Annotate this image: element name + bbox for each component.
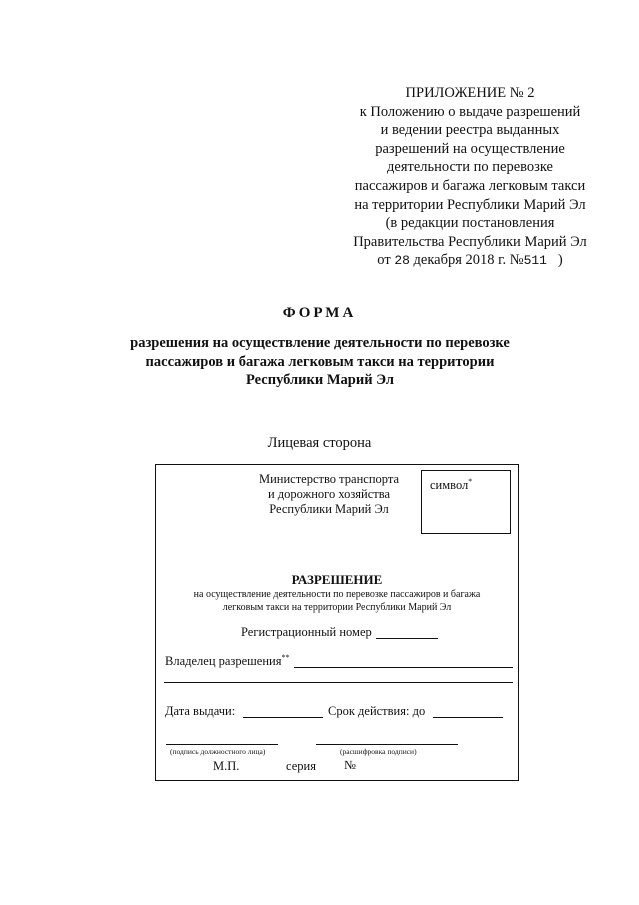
- owner-footnote-mark: **: [281, 652, 290, 662]
- ministry-line: и дорожного хозяйства: [267, 487, 391, 502]
- owner-text: Владелец разрешения: [165, 654, 282, 668]
- date-day: 28: [394, 253, 410, 269]
- permit-heading: РАЗРЕШЕНИЕ: [291, 572, 383, 587]
- reg-number-field[interactable]: [376, 638, 438, 639]
- appendix-line: Правительства Республики Марий Эл: [353, 233, 587, 250]
- appendix-line: деятельности по перевозке: [387, 159, 553, 176]
- symbol-text: символ: [430, 478, 469, 492]
- appendix-line: разрешений на осуществление: [375, 140, 565, 157]
- series-label: серия: [286, 759, 316, 773]
- decoding-caption: (расшифровка подписи): [340, 747, 417, 756]
- appendix-date-line: [320, 251, 620, 271]
- ministry-line: Республики Марий Эл: [269, 502, 389, 517]
- signature-decoding-field[interactable]: [316, 744, 458, 745]
- signature-field[interactable]: [166, 744, 278, 745]
- side-label: Лицевая сторона: [267, 435, 372, 451]
- date-rest: декабря 2018 г. №: [413, 252, 524, 269]
- permit-subheading-line: легковым такси на территории Республики Марий Эл: [222, 601, 452, 613]
- appendix-header: [320, 84, 620, 271]
- resolution-number: 511: [523, 253, 547, 269]
- ministry-name: [246, 472, 412, 518]
- reg-number-label: Регистрационный номер: [241, 625, 372, 639]
- appendix-line: (в редакции постановления: [385, 215, 555, 232]
- appendix-line: к Положению о выдаче разрешений: [359, 103, 581, 120]
- issue-date-label: Дата выдачи:: [165, 704, 236, 718]
- date-close: ): [557, 252, 563, 269]
- appendix-line: на территории Республики Марий Эл: [354, 196, 586, 213]
- owner-label: [165, 654, 289, 669]
- validity-label: Срок действия: до: [328, 704, 426, 718]
- appendix-line: ПРИЛОЖЕНИЕ № 2: [405, 85, 535, 101]
- appendix-line: пассажиров и багажа легковым такси: [354, 177, 586, 194]
- signature-caption: (подпись должностного лица): [170, 747, 266, 756]
- stamp-label: М.П.: [213, 759, 240, 773]
- issue-date-field[interactable]: [243, 717, 323, 718]
- permit-subheading: [155, 589, 519, 614]
- number-label: №: [344, 758, 356, 772]
- form-subtitle-line: разрешения на осуществление деятельности по перевозке: [130, 335, 510, 351]
- form-subtitle: [110, 334, 530, 390]
- form-subtitle-line: пассажиров и багажа легковым такси на территории: [145, 353, 495, 370]
- validity-date-field[interactable]: [433, 717, 503, 718]
- form-title: ФОРМА: [282, 305, 357, 321]
- date-prefix: от: [377, 252, 391, 269]
- owner-field-continuation[interactable]: [164, 682, 513, 683]
- form-subtitle-line: Республики Марий Эл: [246, 372, 394, 389]
- symbol-label: [430, 478, 472, 493]
- appendix-line: и ведении реестра выданных: [380, 122, 560, 139]
- permit-subheading-line: на осуществление деятельности по перевозке пассажиров и багажа: [193, 589, 481, 600]
- ministry-line: Министерство транспорта: [258, 472, 400, 486]
- symbol-footnote-mark: *: [468, 476, 473, 486]
- owner-field[interactable]: [294, 667, 513, 668]
